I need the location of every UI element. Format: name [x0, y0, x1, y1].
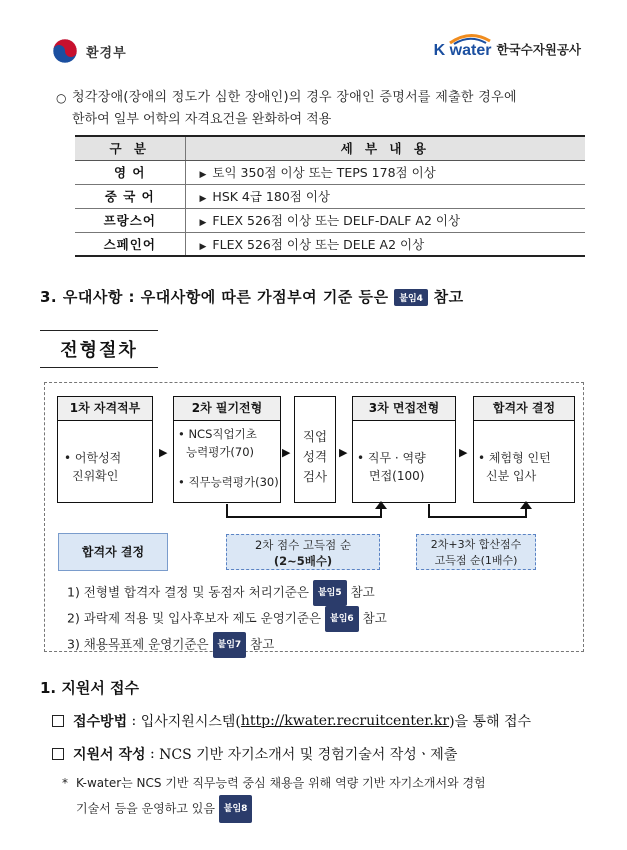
footnote-line: K-water는 NCS 기반 직무능력 중심 채용을 위해 역량 기반 자기소개서와 경험 — [76, 776, 486, 790]
item-label: 접수방법 — [73, 714, 128, 730]
taegeuk-emblem-icon — [50, 36, 80, 66]
circle-bullet: ○ — [56, 91, 67, 105]
step-item: • 직무 · 역량 — [357, 451, 426, 465]
triangle-bullet-icon: ▶ — [199, 218, 207, 228]
footnote-line — [62, 795, 586, 823]
note-text: 1) 전형별 합격자 결정 및 동점자 처리기준은 — [67, 584, 309, 600]
step-item: 성격 — [302, 449, 328, 464]
note-suffix: 참고 — [250, 636, 275, 652]
item-label: 지원서 작성 — [73, 747, 146, 763]
step-item: • 어학성적 — [64, 451, 122, 465]
application-method-item — [52, 711, 531, 731]
section-3-heading — [40, 286, 464, 307]
section-3-suffix: 참고 — [433, 288, 464, 306]
note-text: 3) 채용목표제 운영기준은 — [67, 636, 209, 652]
attachment-tag[interactable]: 붙임8 — [219, 795, 253, 823]
step-title: 2차 필기전형 — [174, 397, 280, 421]
step-title: 합격자 결정 — [474, 397, 574, 421]
step-title: 3차 면접전형 — [353, 397, 455, 421]
attachment-tag[interactable]: 붙임4 — [394, 289, 428, 306]
note-line: 2차 점수 고득점 순 — [254, 538, 352, 552]
step-item: 능력평가(70) — [186, 445, 255, 459]
note-text: 2) 과락제 적용 및 입사후보자 제도 운영기준은 — [67, 610, 322, 626]
kwater-logo — [434, 40, 581, 59]
item-separator: : — [127, 713, 141, 729]
procedure-note-item — [67, 580, 387, 606]
row-detail — [185, 160, 585, 184]
step-item: • NCS직업기초 — [178, 427, 257, 441]
step-item: 면접(100) — [369, 469, 425, 483]
table-row — [75, 208, 585, 232]
item-text: )을 통해 접수 — [449, 714, 532, 730]
section-1-heading: 1. 지원서 접수 — [40, 679, 140, 697]
step-item: 신분 입사 — [486, 469, 537, 483]
ministry-name: 환경부 — [86, 45, 127, 61]
ministry-logo — [50, 36, 127, 66]
triangle-bullet-icon: ▶ — [199, 170, 207, 180]
kwater-logo-text: K water — [433, 42, 492, 59]
item-text: 입사지원시스템( — [140, 714, 241, 730]
table-row — [75, 232, 585, 256]
row-detail-text: HSK 4급 180점 이상 — [212, 189, 330, 204]
procedure-note-item — [67, 606, 387, 632]
arrow-right-icon: ▶ — [459, 446, 468, 459]
checkbox-square-icon — [52, 715, 64, 727]
checkbox-square-icon — [52, 748, 64, 760]
note-suffix: 참고 — [350, 584, 375, 600]
section-3-text: 3. 우대사항 : 우대사항에 따른 가점부여 기준 등은 — [40, 288, 389, 306]
step-item: 검사 — [302, 469, 328, 484]
arrow-right-icon: ▶ — [339, 446, 348, 459]
table-row — [75, 160, 585, 184]
recruit-site-link[interactable]: http://kwater.recruitcenter.kr — [240, 713, 450, 729]
step-item: • 체험형 인턴 — [478, 451, 551, 465]
kwater-name: 한국수자원공사 — [496, 42, 581, 57]
cutoff-note-2nd — [226, 534, 380, 570]
footnote-text: 기술서 등을 운영하고 있음 — [76, 801, 215, 816]
procedure-diagram — [44, 382, 584, 652]
row-detail — [185, 208, 585, 232]
note-line: 고득점 순(1배수) — [434, 554, 518, 567]
attachment-tag[interactable]: 붙임5 — [313, 580, 347, 606]
step-item: 직업 — [302, 429, 328, 444]
row-category: 영 어 — [75, 160, 185, 184]
arrow-right-icon: ▶ — [159, 446, 168, 459]
application-form-item — [52, 744, 457, 764]
procedure-notes — [67, 580, 387, 658]
item-text: NCS 기반 자기소개서 및 경험기술서 작성ㆍ제출 — [159, 747, 458, 763]
header-category: 구 분 — [75, 136, 185, 160]
step-title: 1차 자격적부 — [58, 397, 152, 421]
kwater-footnote — [62, 771, 586, 823]
triangle-bullet-icon: ▶ — [199, 241, 207, 252]
row-detail-text: FLEX 526점 이상 또는 DELE A2 이상 — [212, 236, 425, 252]
step-item: 진위확인 — [72, 469, 119, 483]
step-item: • 직무능력평가(30) — [178, 475, 279, 489]
row-category: 중 국 어 — [75, 184, 185, 208]
row-detail-text: FLEX 526점 이상 또는 DELF-DALF A2 이상 — [212, 213, 461, 228]
note-suffix: 참고 — [362, 610, 387, 626]
procedure-title: 전형절차 — [40, 330, 158, 368]
header-detail: 세 부 내 용 — [185, 136, 585, 160]
table-row — [75, 184, 585, 208]
procedure-note-item — [67, 632, 387, 658]
row-detail — [185, 184, 585, 208]
footnote-mark: * — [62, 776, 68, 790]
item-separator: : — [145, 746, 160, 762]
kwater-wordmark — [434, 43, 492, 59]
note-line: (2~5배수) — [273, 554, 333, 568]
table-header-row — [75, 136, 585, 160]
water-wave-icon — [448, 33, 492, 45]
row-detail — [185, 232, 585, 256]
attachment-tag[interactable]: 붙임7 — [213, 632, 247, 658]
row-category: 프랑스어 — [75, 208, 185, 232]
connector-arrows — [45, 383, 585, 533]
arrow-right-icon: ▶ — [282, 446, 291, 459]
row-category: 스페인어 — [75, 232, 185, 256]
intro-line-1: 청각장애(장애의 정도가 심한 장애인)의 경우 장애인 증명서를 제출한 경우에 — [72, 90, 517, 105]
intro-line-2: 한하여 일부 어학의 자격요건을 완화하여 적용 — [72, 112, 332, 127]
language-requirement-table — [75, 135, 585, 257]
row-detail-text: 토익 350점 이상 또는 TEPS 178점 이상 — [212, 165, 436, 180]
hearing-impaired-note — [56, 87, 588, 131]
triangle-bullet-icon: ▶ — [199, 194, 207, 204]
note-line: 2차+3차 합산점수 — [430, 538, 522, 551]
attachment-tag[interactable]: 붙임6 — [325, 606, 359, 632]
final-decision-box: 합격자 결정 — [58, 533, 168, 571]
cutoff-note-final — [416, 534, 536, 570]
